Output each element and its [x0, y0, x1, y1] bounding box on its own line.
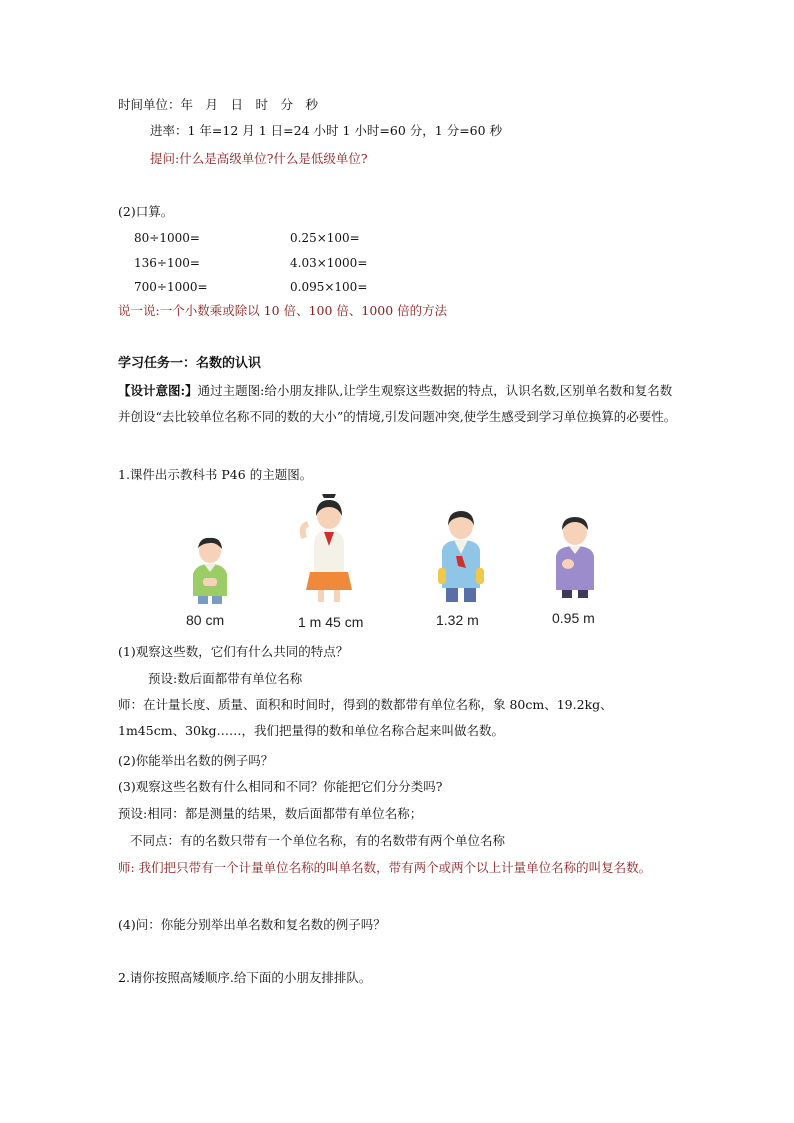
time-units-heading: 时间单位：年 月 日 时 分 秒 — [118, 97, 319, 112]
item-2: 2.请你按照高矮顺序.给下面的小朋友排排队。 — [118, 970, 372, 985]
design-intent — [118, 378, 678, 430]
answer-3-same: 预设:相同：都是测量的结果，数后面都带有单位名称； — [118, 806, 423, 821]
question-4: (4)问：你能分别举出单名数和复名数的例子吗？ — [118, 917, 386, 932]
question-1: (1)观察这些数，它们有什么共同的特点？ — [118, 644, 349, 659]
boy-purple-figure — [550, 512, 600, 600]
teacher-explanation-1: 师：在计量长度、质量、面积和时间时，得到的数都带有单位名称，象 80cm、19.2kg、1m45cm、30kg……，我们把量得的数和单位名称合起来叫做名数。 — [118, 697, 613, 738]
theme-figure — [118, 494, 678, 634]
calc-left-3: 700÷1000= — [134, 280, 208, 294]
calc-right-1: 0.25×100= — [290, 231, 360, 245]
question-2: (2)你能举出名数的例子吗？ — [118, 753, 274, 768]
oral-heading: (2)口算。 — [118, 204, 174, 219]
answer-3-different: 不同点：有的名数只带有一个单位名称，有的名数带有两个单位名称 — [130, 833, 506, 848]
height-label-2: 1 m 45 cm — [298, 614, 364, 630]
design-label: 【设计意图:】 — [118, 383, 198, 398]
calc-right-2: 4.03×1000= — [290, 256, 368, 270]
calc-left-2: 136÷100= — [134, 256, 200, 270]
boy-small-figure — [186, 534, 234, 606]
item-1: 1.课件出示教科书 P46 的主题图。 — [118, 467, 313, 482]
girl-tall-figure — [298, 494, 360, 604]
units-question: 提问:什么是高级单位?什么是低级单位? — [150, 151, 368, 166]
calc-right-3: 0.095×100= — [290, 280, 368, 294]
answer-1: 预设:数后面都带有单位名称 — [148, 671, 303, 686]
task-title: 学习任务一：名数的认识 — [118, 356, 262, 371]
question-3: (3)观察这些名数有什么相同和不同？你能把它们分分类吗? — [118, 779, 443, 794]
time-units-rate: 进率：1 年=12 月 1 日=24 小时 1 小时=60 分，1 分=60 秒 — [150, 123, 503, 138]
girl-vest-figure — [436, 506, 486, 604]
design-text: 通过主题图:给小朋友排队,让学生观察这些数据的特点，认识名数,区别单名数和复名数并创设“去比较单位名称不同的数的大小”的情境,引发问题冲突,使学生感受到学习单位换算的必要性。 — [118, 383, 677, 424]
height-label-1: 80 cm — [186, 612, 225, 628]
calc-left-1: 80÷1000= — [134, 231, 200, 245]
teacher-explanation-2: 师: 我们把只带有一个计量单位名称的叫单名数，带有两个或两个以上计量单位名称的叫复名数。 — [118, 860, 652, 875]
height-label-4: 0.95 m — [552, 610, 595, 626]
say-prompt: 说一说:一个小数乘或除以 10 倍、100 倍、1000 倍的方法 — [118, 303, 448, 318]
height-label-3: 1.32 m — [436, 612, 479, 628]
